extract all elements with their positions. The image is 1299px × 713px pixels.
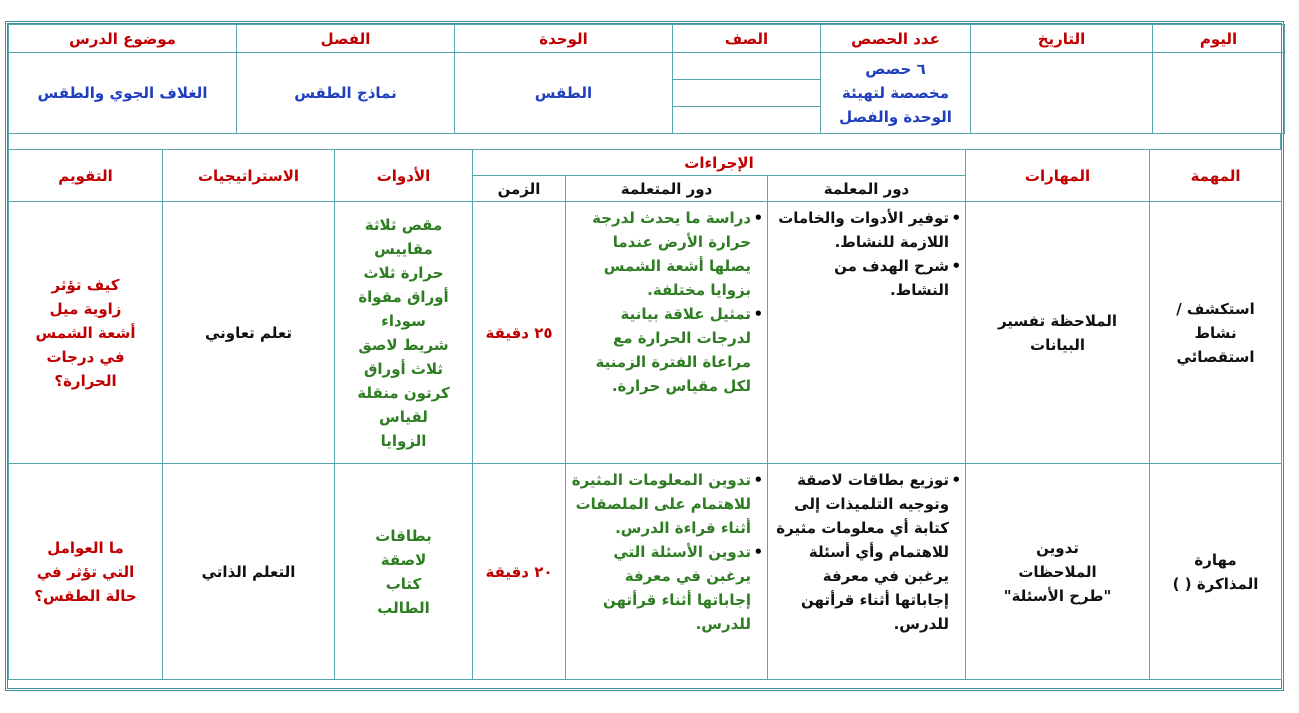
date-label: التاريخ: [971, 25, 1153, 53]
row1-student-role: [566, 202, 768, 464]
spacer: [8, 134, 1281, 149]
unit-value: الطقس: [455, 53, 673, 134]
col-procedures: الإجراءات: [473, 150, 966, 176]
col-task: المهمة: [1150, 150, 1282, 202]
col-skills: المهارات: [966, 150, 1150, 202]
day-label: اليوم: [1153, 25, 1285, 53]
info-table: [8, 24, 1285, 134]
row1-teacher-item: • شرح الهدف من النشاط.: [772, 254, 959, 302]
row1-task: استكشف / نشاط استقصائي: [1150, 202, 1282, 464]
row1-student-item: • دراسة ما يحدث لدرجة حرارة الأرض عندما يصلها أشعة الشمس بزوايا مختلفة.: [570, 206, 761, 302]
row2-student-item: • تدوين الأسئلة التي يرغبن في معرفة إجاباتها أثناء قرأتهن للدرس.: [570, 540, 761, 636]
lesson-plan-frame: [5, 21, 1284, 691]
periods-value: ٦ حصص مخصصة لتهيئة الوحدة والفصل: [821, 53, 971, 134]
grade-label: الصف: [673, 25, 821, 53]
day-value: [1153, 53, 1285, 134]
row2-teacher-item: • توزيع بطاقات لاصقة وتوجيه التلميذات إلى كتابة أي معلومات مثيرة للاهتمام وأي أسئلة يرغبن في معرفة إجاباتها أثناء قرأتهن للدرس.: [772, 468, 959, 636]
chapter-label: الفصل: [237, 25, 455, 53]
col-teacher-role: دور المعلمة: [768, 176, 966, 202]
chapter-value: نماذج الطقس: [237, 53, 455, 134]
row1-strategy: تعلم تعاوني: [163, 202, 335, 464]
col-tools: الأدوات: [335, 150, 473, 202]
row2-student-item: • تدوين المعلومات المثيرة للاهتمام على الملصقات أثناء قراءة الدرس.: [570, 468, 761, 540]
row1-assessment: كيف تؤثر زاوية ميل أشعة الشمس في درجات الحرارة؟: [9, 202, 163, 464]
row2-task: مهارة المذاكرة ( ): [1150, 464, 1282, 680]
table-row: [9, 202, 1282, 464]
lesson-topic-value: الغلاف الجوي والطقس: [9, 53, 237, 134]
row2-student-role: [566, 464, 768, 680]
row1-time: ٢٥ دقيقة: [473, 202, 566, 464]
row2-time: ٢٠ دقيقة: [473, 464, 566, 680]
procedures-table: [8, 149, 1282, 680]
row2-skills: تدوين الملاحظات "طرح الأسئلة": [966, 464, 1150, 680]
grade-value: [673, 53, 821, 134]
row1-tools: مقص ثلاثة مقاييس حرارة ثلاث أوراق مقواة سوداء شريط لاصق ثلاث أوراق كرتون منقلة لقياس الزوايا: [335, 202, 473, 464]
row1-student-item: • تمثيل علاقة بيانية لدرجات الحرارة مع مراعاة الفترة الزمنية لكل مقياس حرارة.: [570, 302, 761, 398]
col-student-role: دور المتعلمة: [566, 176, 768, 202]
row2-assessment: ما العوامل التي تؤثر في حالة الطقس؟: [9, 464, 163, 680]
row2-teacher-role: [768, 464, 966, 680]
row1-skills: الملاحظة تفسير البيانات: [966, 202, 1150, 464]
table-row: [9, 464, 1282, 680]
col-strategies: الاستراتيجيات: [163, 150, 335, 202]
row1-teacher-item: • توفير الأدوات والخامات اللازمة للنشاط.: [772, 206, 959, 254]
col-assessment: التقويم: [9, 150, 163, 202]
date-value: [971, 53, 1153, 134]
lesson-topic-label: موضوع الدرس: [9, 25, 237, 53]
row2-strategy: التعلم الذاتي: [163, 464, 335, 680]
unit-label: الوحدة: [455, 25, 673, 53]
row1-teacher-role: [768, 202, 966, 464]
col-time: الزمن: [473, 176, 566, 202]
periods-label: عدد الحصص: [821, 25, 971, 53]
row2-tools: بطاقات لاصقة كتاب الطالب: [335, 464, 473, 680]
